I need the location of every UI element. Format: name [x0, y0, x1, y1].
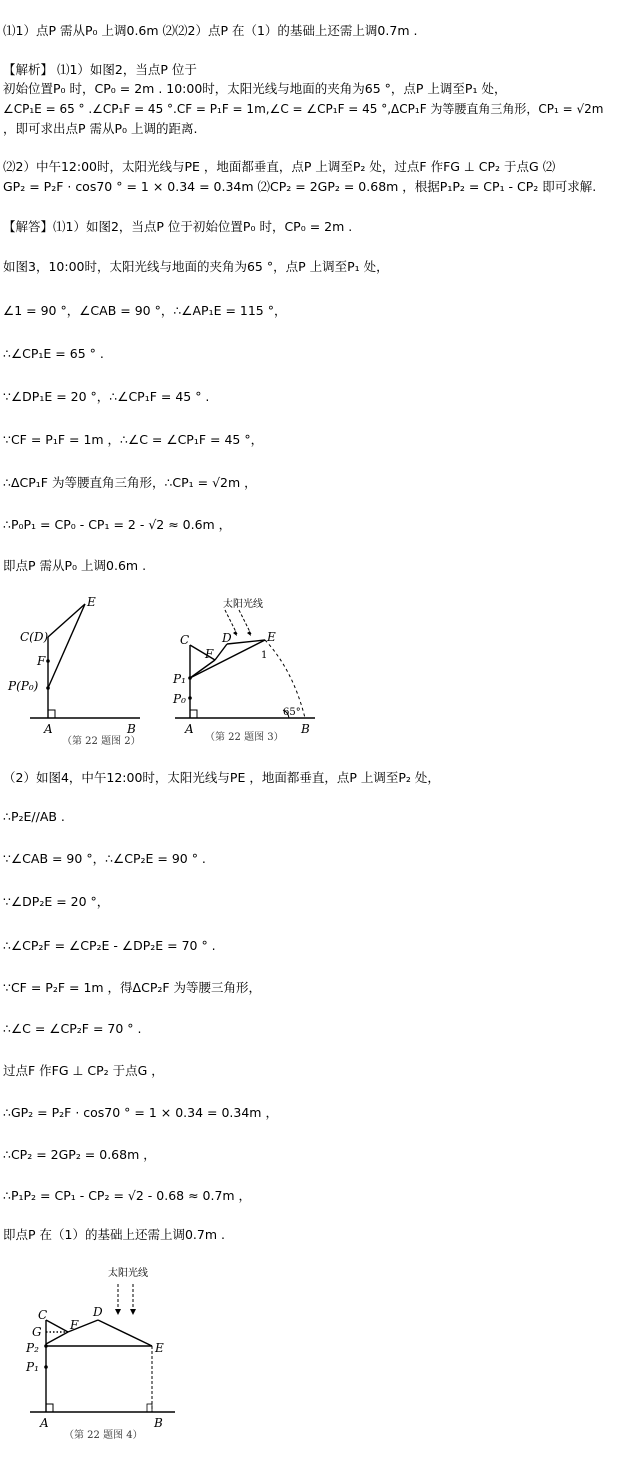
label-C-D: C(D)	[20, 630, 49, 644]
sunlight-label: 太阳光线	[108, 1268, 148, 1279]
label-P1: P₁	[26, 1360, 39, 1374]
figure-2-caption: （第 22 题图 2）	[62, 736, 141, 747]
label-angle-65: 65°	[283, 707, 301, 718]
label-P1: P₁	[173, 672, 186, 686]
solution-line: 过点F 作FG ⊥ CP₂ 于点G ，	[3, 1063, 164, 1078]
figure-2	[0, 590, 160, 750]
label-A: A	[185, 722, 194, 736]
solution-line: 如图3，10:00时，太阳光线与地面的夹角为65 °，点P 上调至P₁ 处，	[3, 259, 389, 274]
figure-4-caption: （第 22 题图 4）	[64, 1430, 143, 1441]
solution-line: ∴∠C = ∠CP₂F = 70 ° .	[3, 1021, 142, 1036]
analysis-line: 初始位置P₀ 时，CP₀ = 2m . 10:00时，太阳光线与地面的夹角为65 °，点P 上调至P₁ 处，	[3, 81, 507, 96]
label-F: F	[70, 1318, 79, 1332]
label-F: F	[205, 647, 214, 661]
solution-line: ∵∠DP₂E = 20 °，	[3, 894, 110, 909]
sunlight-label: 太阳光线	[223, 599, 263, 610]
solution-line: ∴P₁P₂ = CP₁ - CP₂ = √2 - 0.68 ≈ 0.7m ，	[3, 1188, 252, 1203]
solution-line: ∴P₂E//AB .	[3, 809, 65, 824]
solution-line: ∴∠CP₁E = 65 ° .	[3, 346, 104, 361]
solution-line: ∴ΔCP₁F 为等腰直角三角形，∴CP₁ = √2m ，	[3, 475, 257, 490]
label-P2: P₂	[26, 1341, 39, 1355]
label-D: D	[93, 1305, 103, 1319]
solution-line: ∴∠CP₂F = ∠CP₂E - ∠DP₂E = 70 ° .	[3, 938, 216, 953]
label-B: B	[127, 722, 136, 736]
figure-3	[165, 590, 330, 750]
solution-line: ∵CF = P₁F = 1m ，∴∠C = ∠CP₁F = 45 °，	[3, 432, 264, 447]
label-A: A	[44, 722, 53, 736]
solution-line: ∴P₀P₁ = CP₀ - CP₁ = 2 - √2 ≈ 0.6m ，	[3, 517, 232, 532]
solution-line: （2）如图4，中午12:00时，太阳光线与PE ，地面都垂直，点P 上调至P₂ 处，	[3, 770, 440, 785]
label-P: P(P₀)	[8, 679, 39, 693]
label-F: F	[37, 654, 46, 668]
label-E: E	[87, 595, 96, 609]
label-G: G	[32, 1325, 42, 1339]
solution-heading: 【解答】⑴1）如图2，当点P 位于初始位置P₀ 时，CP₀ = 2m .	[3, 219, 353, 234]
solution-line: ∵∠CAB = 90 °，∴∠CP₂E = 90 ° .	[3, 851, 206, 866]
label-P0: P₀	[173, 692, 186, 706]
label-D: D	[222, 631, 232, 645]
label-A: A	[40, 1416, 49, 1430]
label-C: C	[38, 1308, 48, 1322]
label-B: B	[154, 1416, 163, 1430]
label-angle-1: 1	[261, 650, 268, 661]
solution-conclusion: 即点P 在（1）的基础上还需上调0.7m .	[3, 1227, 225, 1242]
analysis-line: GP₂ = P₂F · cos70 ° = 1 × 0.34 = 0.34m ⑵CP₂ = 2GP₂ = 0.68m ，根据P₁P₂ = CP₁ - CP₂ 即可求解.	[3, 179, 597, 194]
label-B: B	[301, 722, 310, 736]
figure-3-caption: （第 22 题图 3）	[205, 732, 284, 743]
label-C: C	[180, 633, 190, 647]
answer-summary: ⑴1）点P 需从P₀ 上调0.6m ⑵⑵2）点P 在（1）的基础上还需上调0.7m .	[3, 23, 418, 38]
solution-line: ∵CF = P₂F = 1m ，得ΔCP₂F 为等腰三角形，	[3, 980, 262, 995]
solution-line: ∵∠DP₁E = 20 °，∴∠CP₁F = 45 ° .	[3, 389, 210, 404]
figure-4	[20, 1262, 190, 1457]
solution-line: ∠1 = 90 °，∠CAB = 90 °，∴∠AP₁E = 115 °，	[3, 303, 287, 318]
solution-line: 即点P 需从P₀ 上调0.6m .	[3, 558, 147, 573]
analysis-line: ∠CP₁E = 65 ° .∠CP₁F = 45 °.CF = P₁F = 1m,∠C = ∠CP₁F = 45 °,ΔCP₁F 为等腰直角三角形，CP₁ = √2m	[3, 102, 604, 116]
analysis-line: ，即可求出点P 需从P₀ 上调的距离.	[3, 121, 198, 136]
analysis-heading: 【解析】 ⑴1）如图2，当点P 位于	[3, 62, 197, 77]
solution-line: ∴CP₂ = 2GP₂ = 0.68m ，	[3, 1147, 156, 1162]
label-E: E	[267, 630, 276, 644]
solution-line: ∴GP₂ = P₂F · cos70 ° = 1 × 0.34 = 0.34m ，	[3, 1105, 278, 1120]
analysis-line: ⑵2）中午12:00时，太阳光线与PE ，地面都垂直，点P 上调至P₂ 处，过点F 作FG ⊥ CP₂ 于点G ⑵	[3, 159, 556, 174]
label-E: E	[155, 1341, 164, 1355]
